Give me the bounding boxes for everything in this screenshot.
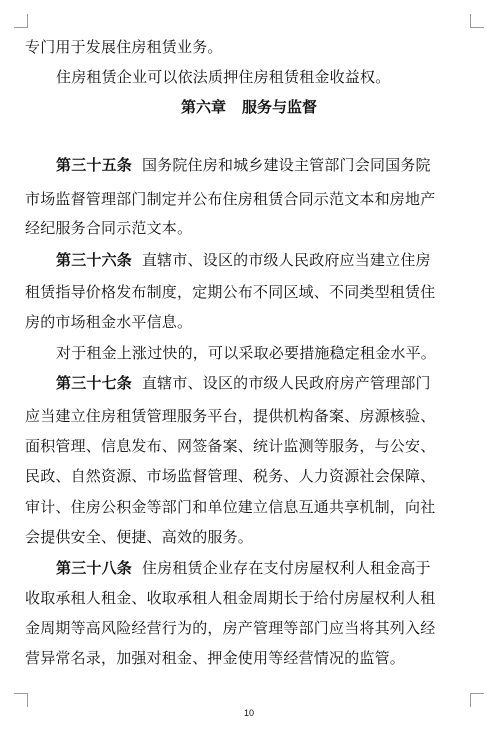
crop-mark-top-left-h <box>14 27 28 28</box>
page-number: 10 <box>243 708 254 718</box>
article-38-first-line <box>56 558 431 578</box>
chapter-number: 第六章 <box>180 98 226 116</box>
text-line: 对于租金上涨过快的，可以采取必要措施稳定租金水平。 <box>56 344 437 362</box>
text-line: 经纪服务合同示范文本。 <box>25 219 193 237</box>
chapter-heading <box>0 96 498 117</box>
article-label: 第三十六条 <box>56 251 133 269</box>
article-36-first-line <box>56 250 431 270</box>
crop-mark-bottom-right-v <box>470 693 471 707</box>
crop-mark-top-right-h <box>470 27 484 28</box>
article-label: 第三十五条 <box>56 156 133 174</box>
article-label: 第三十八条 <box>56 559 133 577</box>
text-line: 国务院住房和城乡建设主管部门会同国务院 <box>141 156 431 174</box>
text-line: 民政、自然资源、市场监督管理、税务、人力资源社会保障、 <box>25 467 436 485</box>
crop-mark-bottom-right-h <box>470 693 484 694</box>
text-line: 金周期等高风险经营行为的，房产管理等部门应当将其列入经 <box>25 619 436 637</box>
text-line: 住房租赁企业可以依法质押住房租赁租金收益权。 <box>56 68 391 86</box>
article-label: 第三十七条 <box>56 374 133 392</box>
text-line: 收取承租人租金、收取承租人租金周期长于给付房屋权利人租 <box>25 589 436 607</box>
text-line: 直辖市、设区的市级人民政府房产管理部门 <box>141 374 431 392</box>
text-line: 营异常名录，加强对租金、押金使用等经营情况的监管。 <box>25 649 406 667</box>
text-line: 房的市场租金水平信息。 <box>25 313 193 331</box>
text-line: 审计、住房公积金等部门和单位建立信息互通共享机制，向社 <box>25 498 436 516</box>
text-line: 专门用于发展住房租赁业务。 <box>25 38 223 56</box>
chapter-title: 服务与监督 <box>242 98 318 116</box>
crop-mark-bottom-left-v <box>27 693 28 707</box>
text-line: 应当建立住房租赁管理服务平台，提供机构备案、房源核验、 <box>25 407 436 425</box>
text-line: 租赁指导价格发布制度，定期公布不同区域、不同类型租赁住 <box>25 283 436 301</box>
text-line: 住房租赁企业存在支付房屋权利人租金高于 <box>141 559 431 577</box>
crop-mark-top-left-v <box>27 14 28 28</box>
crop-mark-top-right-v <box>470 14 471 28</box>
text-line: 面积管理、信息发布、网签备案、统计监测等服务，与公安、 <box>25 437 436 455</box>
text-line: 直辖市、设区的市级人民政府应当建立住房 <box>141 251 431 269</box>
crop-mark-bottom-left-h <box>14 693 28 694</box>
article-35-first-line <box>56 155 431 175</box>
text-line: 会提供安全、便捷、高效的服务。 <box>25 528 254 546</box>
text-line: 市场监督管理部门制定并公布住房租赁合同示范文本和房地产 <box>25 190 436 208</box>
article-37-first-line <box>56 373 431 393</box>
